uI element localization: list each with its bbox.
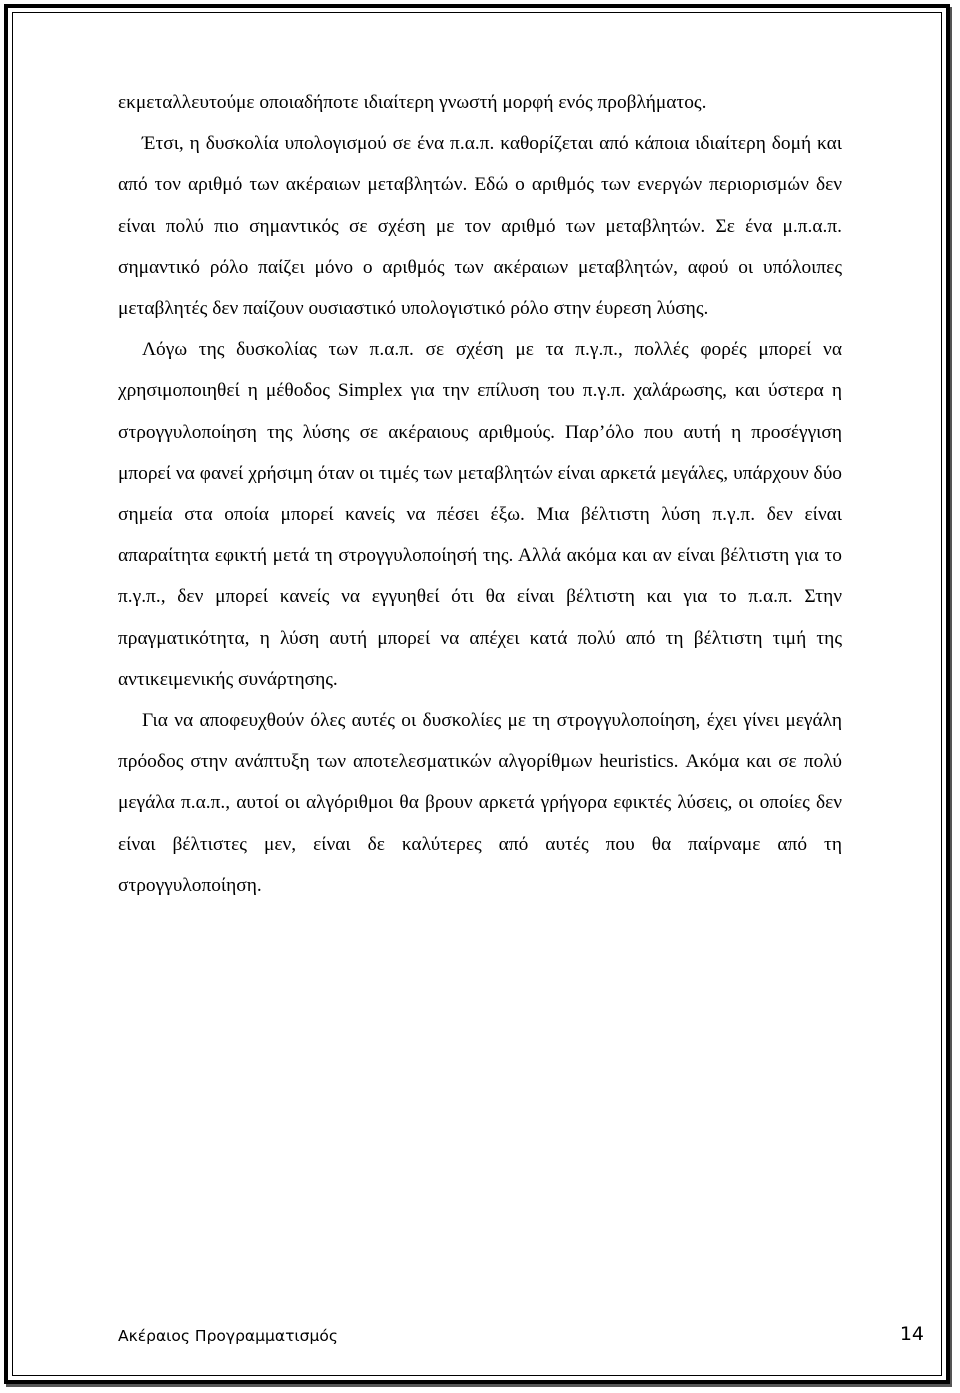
body-text bbox=[118, 82, 842, 906]
page-number: 14 bbox=[899, 1323, 924, 1345]
paragraph: Έτσι, η δυσκολία υπολογισμού σε ένα π.α.π. καθορίζεται από κάποια ιδιαίτερη δομή και από τον αριθμό των ακέραιων μεταβλητών. Εδώ ο αριθμός των ενεργών περιορισμών δεν είναι πολύ πιο σημαντικός σε σχέση με τον αριθμό των μεταβλητών. Σε ένα μ.π.α.π. σημαντικό ρόλο παίζει μόνο ο αριθμός των ακέραιων μεταβλητών, αφού οι υπόλοιπες μεταβλητές δεν παίζουν ουσιαστικό υπολογιστικό ρόλο στην έυρεση λύσης. bbox=[118, 133, 842, 320]
paragraph: Λόγω της δυσκολίας των π.α.π. σε σχέση με τα π.γ.π., πολλές φορές μπορεί να χρησιμοποιηθεί η μέθοδος Simplex για την επίλυση του π.γ.π. χαλάρωσης, και ύστερα η στρογγυλοποίηση της λύσης σε ακέραιους αριθμούς. Παρ’όλο που αυτή η προσέγγιση μπορεί να φανεί χρήσιμη όταν οι τιμές των μεταβλητών είναι αρκετά μεγάλες, υπάρχουν δύο σημεία στα οποία μπορεί κανείς να πέσει έξω. Μια βέλτιστη λύση π.γ.π. δεν είναι απαραίτητα εφικτή μετά τη στρογγυλοποίησή της. Αλλά ακόμα και αν είναι βέλτιστη για το π.γ.π., δεν μπορεί κανείς να εγγυηθεί ότι θα είναι βέλτιστη και για το π.α.π. Στην πραγματικότητα, η λύση αυτή μπορεί να απέχει κατά πολύ από τη βέλτιστη τιμή της αντικειμενικής συνάρτησης. bbox=[118, 339, 842, 690]
paragraph: Για να αποφευχθούν όλες αυτές οι δυσκολίες με τη στρογγυλοποίηση, έχει γίνει μεγάλη πρόοδος στην ανάπτυξη των αποτελεσματικών αλγορίθμων heuristics. Ακόμα και σε πολύ μεγάλα π.α.π., αυτοί οι αλγόριθμοι θα βρουν αρκετά γρήγορα εφικτές λύσεις, οι οποίες δεν είναι βέλτιστες μεν, είναι δε καλύτερες από αυτές που θα παίρναμε από τη στρογγυλοποίηση. bbox=[118, 710, 842, 896]
footer-title: Ακέραιος Προγραμματισμός bbox=[118, 1327, 338, 1345]
paragraph-continuation: εκμεταλλευτούμε οποιαδήποτε ιδιαίτερη γνωστή μορφή ενός προβλήματος. bbox=[118, 92, 707, 113]
